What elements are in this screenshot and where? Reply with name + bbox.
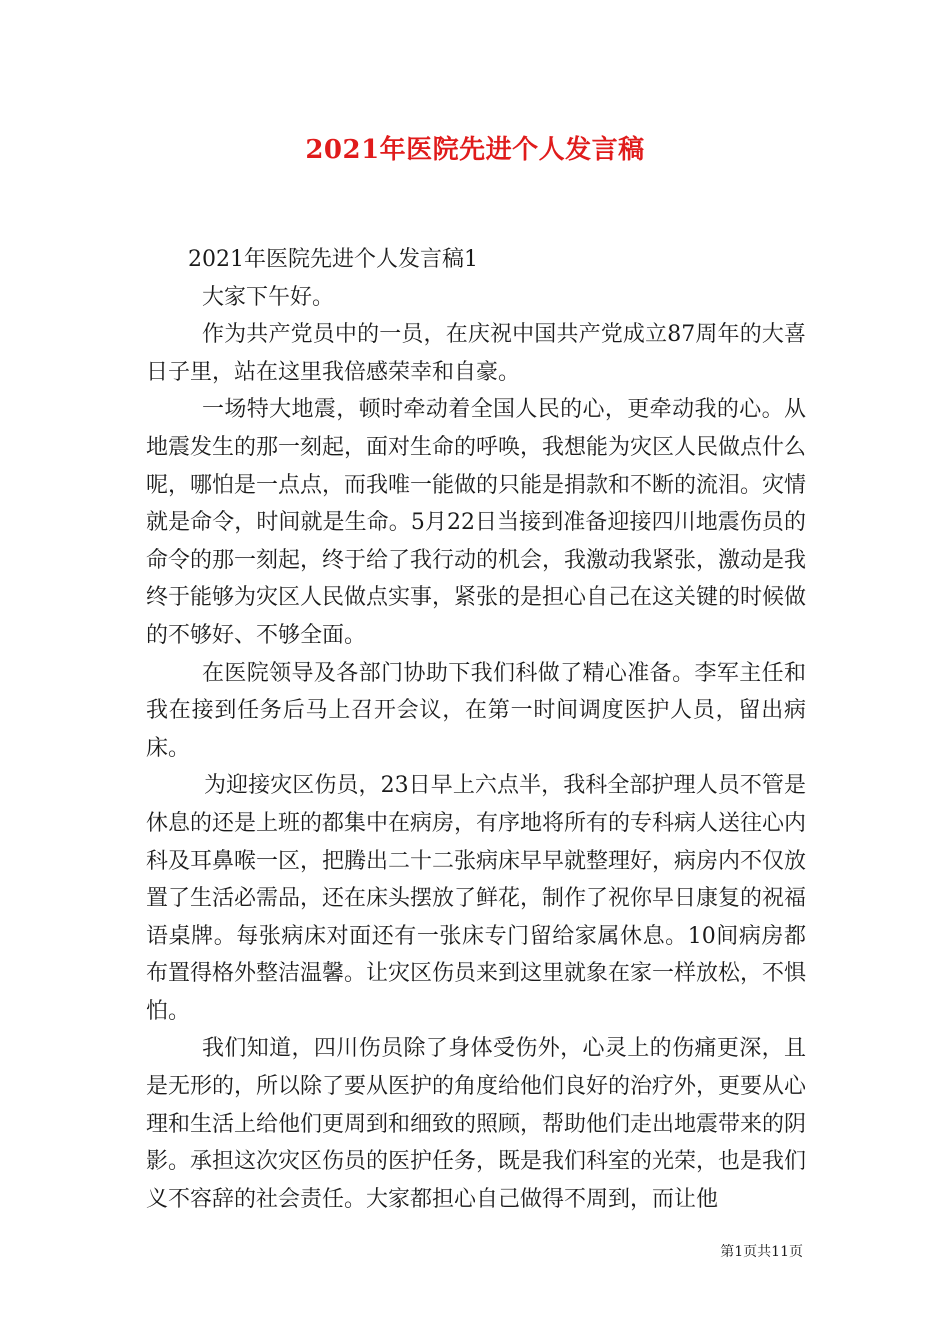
paragraph-3: 在医院领导及各部门协助下我们科做了精心准备。李军主任和我在接到任务后马上召开会议，在第一时间调度医护人员，留出病床。 [146,660,806,761]
document-title: 2021年医院先进个人发言稿 [305,135,645,165]
document-body [146,241,806,1218]
paragraph-1: 作为共产党员中的一员，在庆祝中国共产党成立87周年的大喜日子里，站在这里我倍感荣幸和自豪。 [146,322,806,385]
page-number: 第1页共11页 [720,1244,803,1260]
greeting: 大家下午好。 [202,284,335,310]
section-heading: 2021年医院先进个人发言稿1 [188,247,478,272]
paragraph-5: 我们知道，四川伤员除了身体受伤外，心灵上的伤痛更深，且是无形的，所以除了要从医护的角度给他们良好的治疗外，更要从心理和生活上给他们更周到和细致的照顾，帮助他们走出地震带来的阴影。承担这次灾区伤员的医护任务，既是我们科室的光荣，也是我们义不容辞的社会责任。大家都担心自己做得不周到，而让他 [146,1036,807,1212]
paragraph-4: 为迎接灾区伤员，23日早上六点半，我科全部护理人员不管是休息的还是上班的都集中在病房，有序地将所有的专科病人送往心内科及耳鼻喉一区，把腾出二十二张病床早早就整理好，病房内不仅放置了生活必需品，还在床头摆放了鲜花，制作了祝你早日康复的祝福语桌牌。每张病床对面还有一张床专门留给家属休息。10间病房都布置得格外整洁温馨。让灾区伤员来到这里就象在家一样放松，不惧怕。 [146,773,807,1024]
paragraph-2: 一场特大地震，顿时牵动着全国人民的心，更牵动我的心。从地震发生的那一刻起，面对生命的呼唤，我想能为灾区人民做点什么呢，哪怕是一点点，而我唯一能做的只能是捐款和不断的流泪。灾情就是命令，时间就是生命。5月22日当接到准备迎接四川地震伤员的命令的那一刻起，终于给了我行动的机会，我激动我紧张，激动是我终于能够为灾区人民做点实事，紧张的是担心自己在这关键的时候做的不够好、不够全面。 [146,397,807,648]
